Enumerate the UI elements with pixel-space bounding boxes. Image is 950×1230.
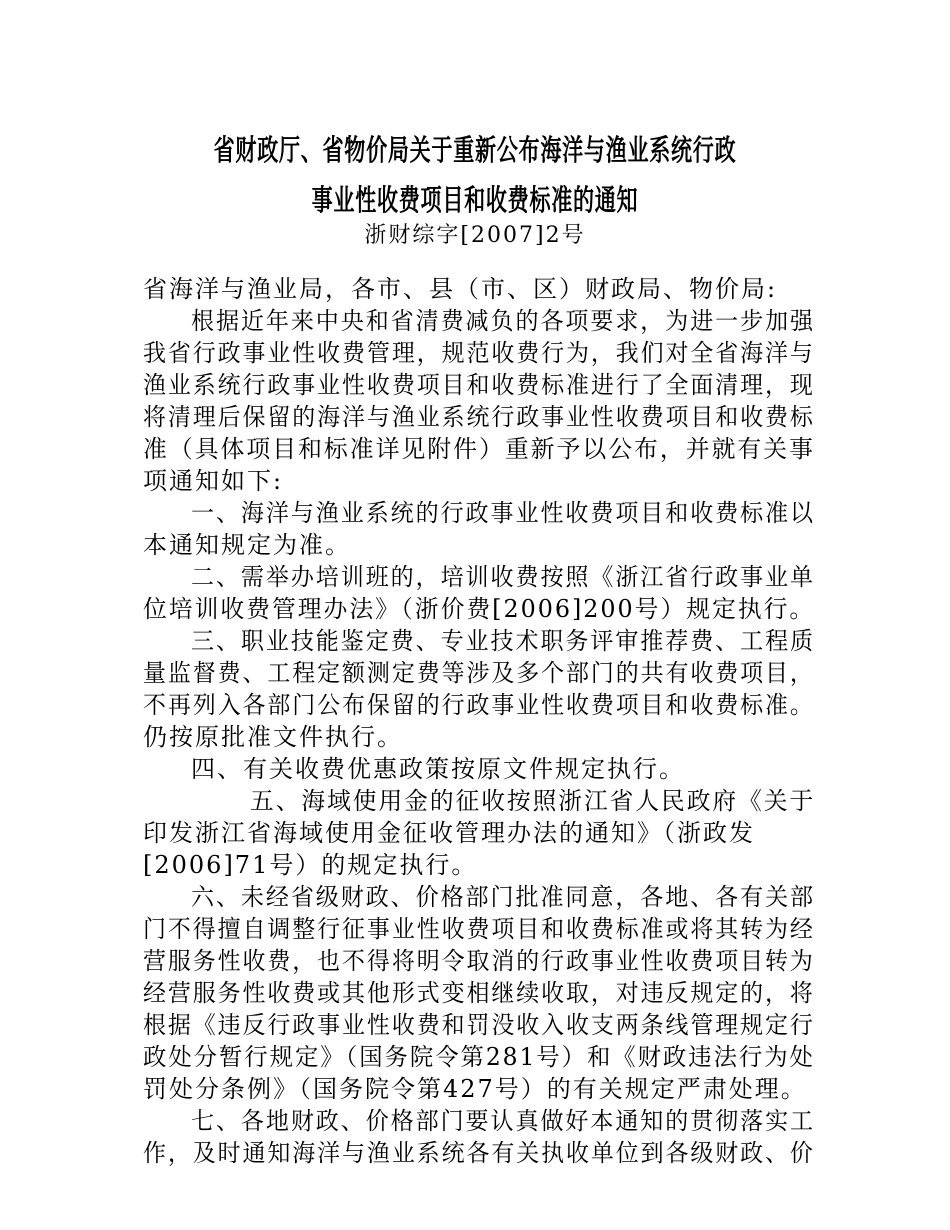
document-number: 浙财综字[2007]2号	[364, 223, 586, 248]
body-line: 三、职业技能鉴定费、专业技术职务评审推荐费、工程质	[191, 627, 815, 655]
body-line: 渔业系统行政事业性收费项目和收费标准进行了全面清理，现	[143, 371, 815, 399]
body-line: 五、海域使用金的征收按照浙江省人民政府《关于	[250, 787, 816, 815]
body-line: 根据《违反行政事业性收费和罚没收入收支两条线管理规定行	[143, 1011, 815, 1039]
body-line: 作，及时通知海洋与渔业系统各有关执收单位到各级财政、价	[143, 1139, 815, 1167]
body-line: 六、未经省级财政、价格部门批准同意，各地、各有关部	[191, 883, 815, 911]
body-line: 根据近年来中央和省清费减负的各项要求，为进一步加强	[191, 307, 815, 335]
body-line: 罚处分条例》（国务院令第427号）的有关规定严肃处理。	[143, 1075, 807, 1103]
body-line: 我省行政事业性收费管理，规范收费行为，我们对全省海洋与	[143, 339, 815, 367]
body-line: 项通知如下:	[143, 467, 284, 495]
body-line: [2006]71号）的规定执行。	[143, 851, 478, 879]
body-line: 门不得擅自调整行征事业性收费项目和收费标准或将其转为经	[143, 915, 815, 943]
body-line: 本通知规定为准。	[143, 531, 351, 559]
body-line: 仍按原批准文件执行。	[143, 723, 403, 751]
body-line: 二、需举办培训班的，培训收费按照《浙江省行政事业单	[191, 563, 815, 591]
document-title-line-2: 事业性收费项目和收费标准的通知	[311, 183, 639, 217]
document-title-line-1: 省财政厅、省物价局关于重新公布海洋与渔业系统行政	[213, 133, 737, 167]
body-line: 经营服务性收费或其他形式变相继续收取，对违反规定的，将	[143, 979, 815, 1007]
body-line: 印发浙江省海域使用金征收管理办法的通知》（浙政发	[143, 819, 755, 847]
body-line: 量监督费、工程定额测定费等涉及多个部门的共有收费项目，	[143, 659, 815, 687]
body-line: 营服务性收费，也不得将明令取消的行政事业性收费项目转为	[143, 947, 815, 975]
body-line: 一、海洋与渔业系统的行政事业性收费项目和收费标准以	[191, 499, 815, 527]
body-line: 政处分暂行规定》（国务院令第281号）和《财政违法行为处	[143, 1043, 815, 1071]
body-line: 将清理后保留的海洋与渔业系统行政事业性收费项目和收费标	[143, 403, 815, 431]
salutation-line: 省海洋与渔业局，各市、县（市、区）财政局、物价局:	[143, 275, 778, 303]
body-line: 位培训收费管理办法》（浙价费[2006]200号）规定执行。	[143, 595, 816, 623]
body-line: 四、有关收费优惠政策按原文件规定执行。	[191, 755, 685, 783]
body-line: 不再列入各部门公布保留的行政事业性收费项目和收费标准。	[143, 691, 815, 719]
body-line: 准（具体项目和标准详见附件）重新予以公布，并就有关事	[143, 435, 815, 463]
body-line: 七、各地财政、价格部门要认真做好本通知的贯彻落实工	[191, 1107, 815, 1135]
